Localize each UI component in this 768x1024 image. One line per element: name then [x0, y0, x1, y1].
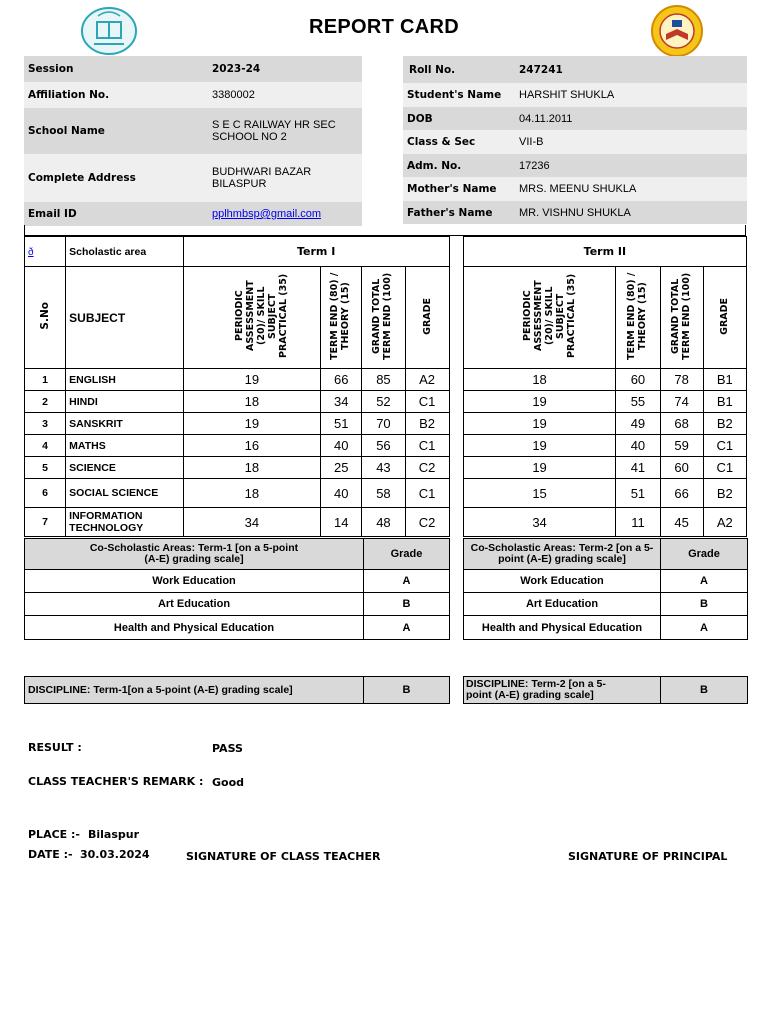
coscholastic-row: [464, 616, 748, 640]
coscholastic-term2-header: Co-Scholastic Areas: Term-2 [on a 5-point (A-E) grading scale]: [464, 539, 661, 570]
coscholastic-row: [25, 616, 450, 640]
coscholastic-area: Art Education: [464, 593, 661, 616]
remark-label: CLASS TEACHER'S REMARK :: [28, 775, 204, 788]
info-row-class: [403, 130, 747, 154]
t2-gt-value: 45: [660, 508, 703, 537]
t1-grade-value: A2: [405, 369, 449, 391]
t1-pa-header: PERIODIC ASSESSMENT (20)/ SKILL SUBJECT PRACTICAL (35): [233, 273, 289, 359]
t2-gt-value: 74: [660, 391, 703, 413]
table-row: [25, 369, 747, 391]
t2-gt-value: 68: [660, 413, 703, 435]
t2-pa-value: 19: [463, 457, 616, 479]
t1-pa-value: 34: [183, 508, 321, 537]
school-info-table: [24, 56, 362, 226]
t2-pa-value: 34: [463, 508, 616, 537]
discipline-term1-table: [24, 676, 450, 704]
roll-label: Roll No.: [409, 63, 456, 76]
table-row: [25, 435, 747, 457]
t2-grade-header: GRADE: [719, 297, 731, 335]
row-sno: 4: [25, 435, 66, 457]
t2-gt-header: GRAND TOTAL TERM END (100): [669, 272, 692, 360]
info-row-father: [403, 201, 747, 224]
coscholastic-grade: A: [661, 570, 748, 593]
session-value: 2023-24: [212, 63, 261, 75]
address-value: BUDHWARI BAZAR BILASPUR: [212, 166, 312, 190]
t2-pa-value: 19: [463, 435, 616, 457]
affiliation-label: Affiliation No.: [28, 89, 110, 101]
coscholastic-term1-table: [24, 538, 450, 640]
adm-label: Adm. No.: [407, 159, 462, 172]
t2-grade-value: B2: [703, 479, 746, 508]
coscholastic-term1-header: Co-Scholastic Areas: Term-1 [on a 5-point (A-E) grading scale]: [25, 539, 364, 570]
mother-label: Mother's Name: [407, 183, 497, 195]
t1-te-header: TERM END (80) / THEORY (15): [329, 272, 352, 360]
t2-grade-value: B2: [703, 413, 746, 435]
t1-gt-value: 56: [362, 435, 405, 457]
discipline-term1-grade: B: [364, 677, 450, 704]
info-row-session: [24, 56, 362, 82]
coscholastic-area: Art Education: [25, 593, 364, 616]
coscholastic-term2-table: [463, 538, 748, 640]
row-sno: 5: [25, 457, 66, 479]
discipline-term2-label: DISCIPLINE: Term-2 [on a 5-point (A-E) grading scale]: [464, 677, 661, 704]
info-row-school-name: [24, 108, 362, 154]
t1-te-value: 14: [321, 508, 362, 537]
t1-te-value: 66: [321, 369, 362, 391]
row-sno: 3: [25, 413, 66, 435]
row-sno: 2: [25, 391, 66, 413]
info-row-affiliation: [24, 82, 362, 108]
page-title: REPORT CARD: [309, 16, 459, 38]
t1-grade-value: B2: [405, 413, 449, 435]
result-value: PASS: [212, 742, 243, 755]
divider: [24, 225, 746, 236]
row-subject: SANSKRIT: [66, 413, 183, 435]
t1-gt-value: 85: [362, 369, 405, 391]
dob-label: DOB: [407, 112, 433, 125]
info-row-student-name: [403, 83, 747, 107]
principal-signature: SIGNATURE OF PRINCIPAL: [568, 850, 728, 863]
row-subject: HINDI: [66, 391, 183, 413]
table-header-row-2: [25, 267, 747, 369]
discipline-term1-label: DISCIPLINE: Term-1[on a 5-point (A-E) grading scale]: [25, 677, 364, 704]
t2-gt-value: 66: [660, 479, 703, 508]
term1-header: Term I: [183, 237, 449, 267]
t1-gt-value: 48: [362, 508, 405, 537]
t1-gt-value: 43: [362, 457, 405, 479]
table-row: [25, 508, 747, 537]
dob-value: 04.11.2011: [519, 112, 573, 125]
t2-te-header: TERM END (80) / THEORY (15): [625, 272, 648, 360]
date-value: 30.03.2024: [80, 848, 150, 861]
coscholastic-row: [464, 593, 748, 616]
coscholastic-area: Work Education: [25, 570, 364, 593]
t1-grade-value: C1: [405, 391, 449, 413]
place-label: PLACE :-: [28, 828, 80, 841]
coscholastic-grade: A: [364, 570, 450, 593]
result-label: RESULT :: [28, 741, 82, 754]
row-sno: 7: [25, 508, 66, 537]
t2-te-value: 11: [616, 508, 660, 537]
mother-value: MRS. MEENU SHUKLA: [519, 183, 637, 195]
info-row-adm: [403, 154, 747, 177]
row-subject: MATHS: [66, 435, 183, 457]
coscholastic-grade: A: [364, 616, 450, 640]
t2-te-value: 60: [616, 369, 660, 391]
remark-value: Good: [212, 776, 245, 789]
t1-grade-value: C1: [405, 479, 449, 508]
session-label: Session: [28, 63, 74, 75]
row-subject: INFORMATION TECHNOLOGY: [66, 508, 183, 537]
table-row: [25, 413, 747, 435]
t1-te-value: 25: [321, 457, 362, 479]
table-row: [25, 391, 747, 413]
t1-pa-value: 16: [183, 435, 321, 457]
coscholastic-area: Health and Physical Education: [25, 616, 364, 640]
t1-gt-value: 58: [362, 479, 405, 508]
t1-gt-header: GRAND TOTAL TERM END (100): [371, 272, 394, 360]
t2-grade-value: B1: [703, 391, 746, 413]
student-name-label: Student's Name: [407, 89, 502, 101]
t2-te-value: 51: [616, 479, 660, 508]
class-label: Class & Sec: [407, 136, 476, 148]
address-label: Complete Address: [28, 172, 136, 184]
discipline-term2-grade: B: [661, 677, 748, 704]
t1-grade-value: C1: [405, 435, 449, 457]
t1-grade-value: C2: [405, 457, 449, 479]
t1-pa-value: 18: [183, 479, 321, 508]
t2-grade-value: C1: [703, 435, 746, 457]
t2-pa-value: 19: [463, 391, 616, 413]
t1-te-value: 51: [321, 413, 362, 435]
t1-grade-value: C2: [405, 508, 449, 537]
t1-gt-value: 52: [362, 391, 405, 413]
table-header-row-1: [25, 237, 747, 267]
t2-te-value: 40: [616, 435, 660, 457]
coscholastic-grade: B: [364, 593, 450, 616]
t1-pa-value: 19: [183, 369, 321, 391]
scholastic-table: [24, 236, 747, 537]
row-subject: ENGLISH: [66, 369, 183, 391]
table-row: [25, 479, 747, 508]
row-subject: SCIENCE: [66, 457, 183, 479]
adm-value: 17236: [519, 159, 550, 172]
table-row: [25, 457, 747, 479]
date-label: DATE :-: [28, 848, 73, 861]
email-label: Email ID: [28, 208, 77, 220]
t2-pa-value: 19: [463, 413, 616, 435]
t1-grade-header: GRADE: [421, 297, 433, 335]
corner-link[interactable]: ð: [28, 246, 34, 258]
t2-grade-value: C1: [703, 457, 746, 479]
info-row-email: [24, 202, 362, 226]
term2-header: Term II: [463, 237, 746, 267]
roll-value: 247241: [519, 63, 563, 76]
t1-pa-value: 18: [183, 457, 321, 479]
grade-header: Grade: [661, 539, 748, 570]
coscholastic-grade: A: [661, 616, 748, 640]
info-row-mother: [403, 177, 747, 201]
coscholastic-area: Health and Physical Education: [464, 616, 661, 640]
subject-header: SUBJECT: [66, 267, 183, 369]
t1-pa-value: 18: [183, 391, 321, 413]
info-row-address: [24, 154, 362, 202]
school-name-value: S E C RAILWAY HR SEC SCHOOL NO 2: [212, 119, 336, 143]
place-value: Bilaspur: [88, 828, 140, 841]
discipline-term2-table: [463, 676, 748, 704]
t2-te-value: 49: [616, 413, 660, 435]
info-row-dob: [403, 107, 747, 130]
class-value: VII-B: [519, 136, 544, 148]
row-subject: SOCIAL SCIENCE: [66, 479, 183, 508]
coscholastic-row: [464, 570, 748, 593]
t2-te-value: 41: [616, 457, 660, 479]
t2-pa-value: 18: [463, 369, 616, 391]
email-link[interactable]: pplhmbsp@gmail.com: [212, 208, 321, 220]
father-value: MR. VISHNU SHUKLA: [519, 206, 631, 219]
t1-gt-value: 70: [362, 413, 405, 435]
father-label: Father's Name: [407, 206, 493, 219]
coscholastic-area: Work Education: [464, 570, 661, 593]
row-sno: 6: [25, 479, 66, 508]
t2-gt-value: 59: [660, 435, 703, 457]
student-info-table: [403, 56, 747, 224]
t2-pa-value: 15: [463, 479, 616, 508]
t1-te-value: 40: [321, 435, 362, 457]
row-sno: 1: [25, 369, 66, 391]
grade-header: Grade: [364, 539, 450, 570]
t1-te-value: 40: [321, 479, 362, 508]
t2-gt-value: 60: [660, 457, 703, 479]
t2-gt-value: 78: [660, 369, 703, 391]
scholastic-area-header: Scholastic area: [66, 237, 183, 267]
student-name-value: HARSHIT SHUKLA: [519, 89, 615, 101]
t2-grade-value: A2: [703, 508, 746, 537]
affiliation-value: 3380002: [212, 89, 255, 101]
coscholastic-row: [25, 570, 450, 593]
t1-te-value: 34: [321, 391, 362, 413]
t2-te-value: 55: [616, 391, 660, 413]
coscholastic-grade: B: [661, 593, 748, 616]
coscholastic-row: [25, 593, 450, 616]
school-name-label: School Name: [28, 125, 105, 137]
t1-pa-value: 19: [183, 413, 321, 435]
sno-header: S.No: [38, 302, 51, 330]
info-row-roll: [403, 56, 747, 83]
t2-grade-value: B1: [703, 369, 746, 391]
class-teacher-signature: SIGNATURE OF CLASS TEACHER: [186, 850, 381, 863]
t2-pa-header: PERIODIC ASSESSMENT (20)/ SKILL SUBJECT PRACTICAL (35): [521, 273, 577, 359]
